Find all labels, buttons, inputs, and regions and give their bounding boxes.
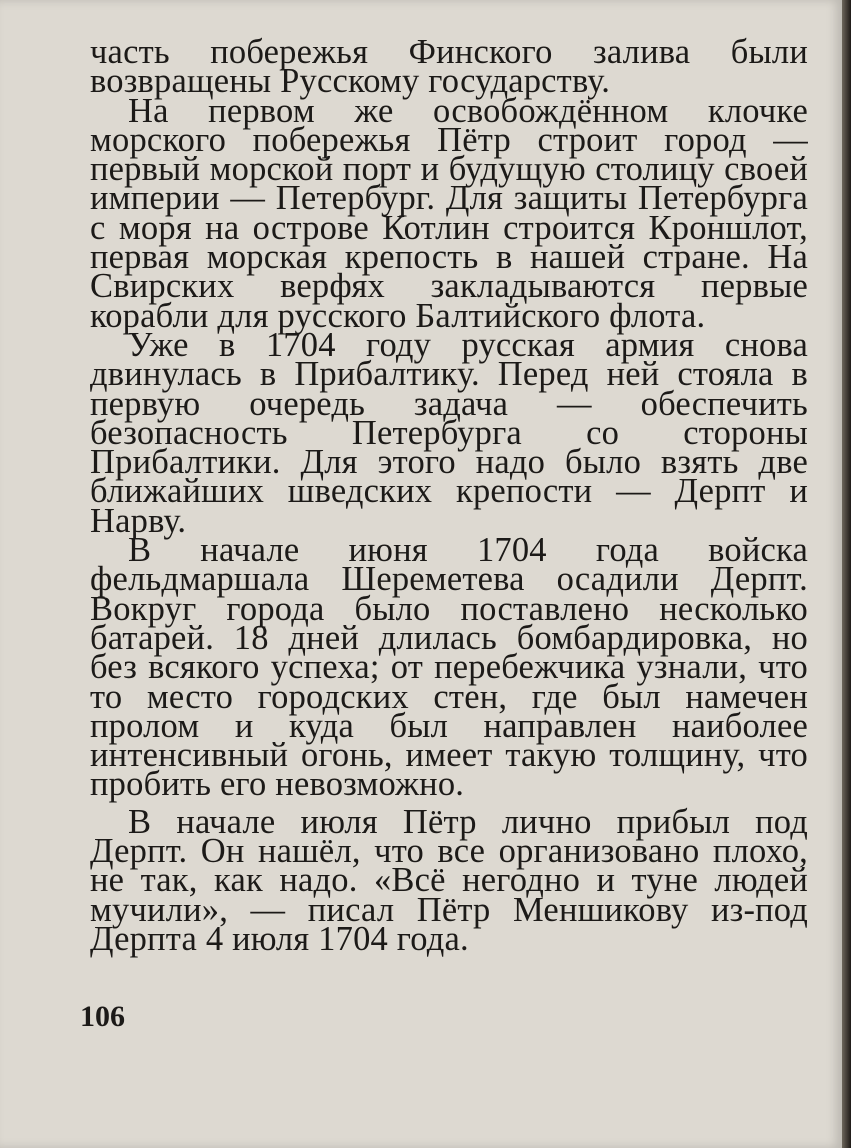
- paragraph-3: Уже в 1704 году русская армия снова двинулась в Прибалтику. Перед ней стояла в первую очередь задача — обеспечить безопасность Петербурга со стороны Прибалтики. Для этого надо было взять две ближайших шведских крепости — Дерпт и Нарву.: [90, 325, 808, 540]
- page-number: 106: [80, 1000, 125, 1033]
- paragraph-5: В начале июля Пётр лично прибыл под Дерпт. Он нашёл, что все организовано плохо, не так, как надо. «Всё негодно и туне людей мучили», — писал Пётр Меншикову из-под Дерпта 4 июля 1704 года.: [90, 802, 808, 958]
- paragraph-1: часть побережья Финского залива были возвращены Русскому государству.: [90, 33, 808, 101]
- paragraph-4: В начале июня 1704 года войска фельдмаршала Шереметева осадили Дерпт. Вокруг города было поставлено несколько батарей. 18 дней длилась бомбардировка, но без всякого успеха; от перебежчика узнали, что то место городских стен, где был намечен пролом и куда был направлен наиболее интенсивный огонь, имеет такую толщину, что пробить его невозможно.: [90, 531, 808, 804]
- book-spine-edge: [842, 0, 851, 1148]
- body-text: [90, 33, 808, 958]
- paragraph-2: На первом же освобождённом клочке морского побережья Пётр строит город — первый морской порт и будущую столицу своей империи — Петербург. Для защиты Петербурга с моря на острове Котлин строится Кроншлот, первая морская крепость в нашей стране. На Свирских верфях закладываются первые корабли для русского Балтийского флота.: [90, 91, 808, 335]
